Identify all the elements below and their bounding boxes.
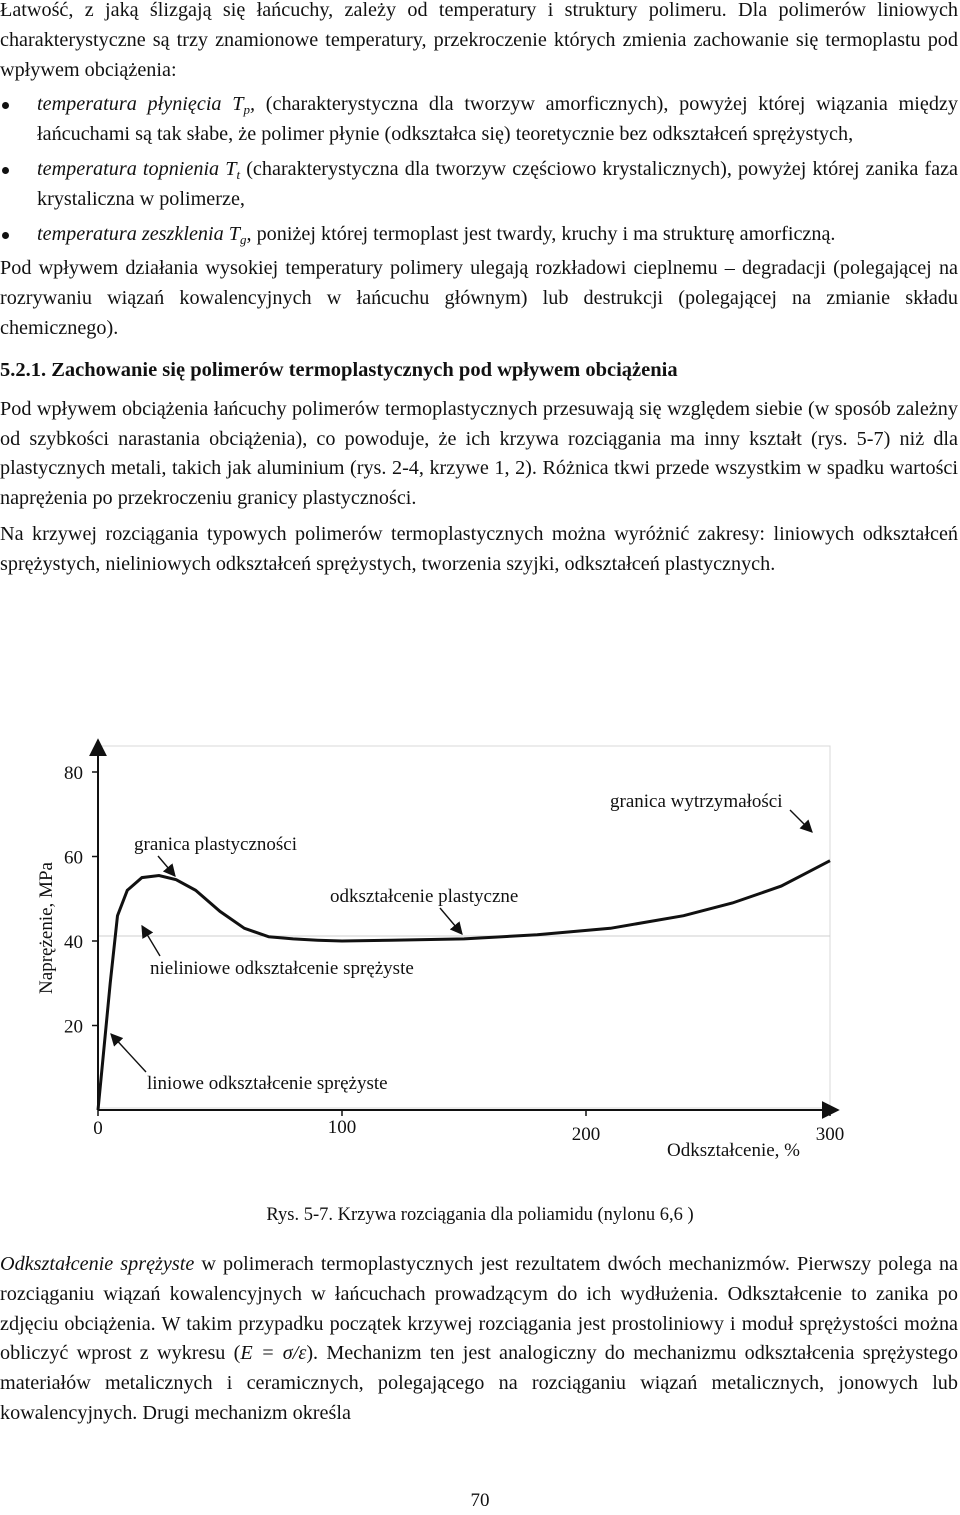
x-tick-label: 100 [327,1117,357,1138]
stress-strain-chart [0,738,960,1178]
y-tick-label: 20 [64,1016,83,1038]
section-paragraph-1: Pod wpływem obciążenia łańcuchy polimerów termoplastycznych przesuwają się względem siebie (w sposób zależny od szybkości narastania obciążenia), co powoduje, że ich krzywa rozciągania ma inny kształt (rys. 5-7) niż dla plastycznych metali, takich jak aluminium (rys. 2-4, krzywe 1, 2). Różnica tkwi przede wszystkim w spadku wartości naprężenia po przekroczeniu granicy plastyczności. [0,397,958,510]
annotation-label: granica plastyczności [134,834,298,855]
annotation-arrow [158,856,175,876]
bullet-icon [2,102,9,109]
y-tick-label: 60 [64,847,83,869]
term: temperatura topnienia T [37,157,237,180]
list-item-text: (charakterystyczna dla tworzyw częściowo krystalicznych), powyżej której zanika faza krystaliczna w polimerze, [37,157,958,210]
annotation-arrow [440,908,462,934]
annotation-label: granica wytrzymałości [610,791,783,812]
x-axis-label: Odkształcenie, % [667,1140,800,1161]
term: Odkształcenie sprężyste [0,1253,195,1275]
annotation-tensile-strength [610,791,812,832]
temperature-list [0,90,958,249]
annotation-nonlinear-elastic [142,926,414,979]
list-item-text: (charakterystyczna dla tworzyw amorficznych), powyżej której wiązania między łańcuchami są tak słabe, że polimer płynie (odkształca się) teoretycznie bez odkształceń sprężystych, [37,93,958,146]
x-tick-label: 200 [571,1124,601,1145]
subscript: p [243,102,250,118]
annotation-arrow [790,810,812,832]
x-tick-label: 0 [93,1118,103,1139]
term: temperatura płynięcia T [37,93,244,116]
text-block-bottom [0,1250,958,1429]
y-axis-label: Naprężenie, MPa [36,862,57,994]
annotation-arrow [142,926,160,956]
y-tick-label: 40 [64,932,83,953]
stress-strain-figure [0,738,960,1178]
text-block-top [0,0,958,580]
y-tick-label: 80 [64,763,83,784]
elastic-deformation-paragraph [0,1250,958,1429]
paragraph-text: w polimerach termoplastycznych jest rezultatem dwóch mechanizmów. Pierwszy polega na rozciąganiu wiązań kowalencyjnych w łańcuchach prowadzącym do ich wydłużenia. Odkształcenie to zanika po zdjęciu obciążenia. W takim przypadku początek krzywej rozciągania jest prostoliniowy i moduł sprężystości można obliczyć wprost z wykresu ( [0,1253,958,1365]
page-number: 70 [470,1490,490,1511]
subscript: g [239,231,247,247]
paragraph-text: ). Mechanizm ten jest analogiczny do mechanizmu odkształcenia sprężystego materiałów metalicznych i ceramicznych, polegającego na rozciąganiu wiązań metalicznych, jonowych lub kowalencyjnych. Drugi mechanizm określa [0,1342,958,1424]
list-item [0,90,958,150]
formula: E = σ/ε [240,1342,307,1365]
subscript: t [236,166,241,182]
bullet-icon [2,167,9,174]
section-paragraph-2: Na krzywej rozciągania typowych polimerów termoplastycznych można wyróżnić zakresy: liniowych odkształceń sprężystych, nieliniowych odkształceń sprężystych, tworzenia szyjki, odkształceń plastycznych. [0,522,958,575]
figure-caption: Rys. 5-7. Krzywa rozciągania dla poliamidu (nylonu 6,6 ) [266,1205,694,1225]
annotation-plastic-deformation [330,886,518,934]
list-item [0,155,958,215]
annotation-label: nieliniowe odkształcenie sprężyste [150,958,414,979]
annotation-linear-elastic [111,1034,388,1094]
x-tick-label: 300 [815,1124,845,1145]
annotation-yield-point [134,834,297,876]
annotation-arrow [111,1034,146,1072]
term: temperatura zeszklenia T [37,222,240,245]
list-item-text: , poniżej której termoplast jest twardy, kruchy i ma strukturę amorficzną. [246,222,836,245]
intro-paragraph: Łatwość, z jaką ślizgają się łańcuchy, zależy od temperatury i struktury polimeru. Dla polimerów liniowych charakterystyczne są trzy znamionowe temperatury, przekroczenie których zmienia zachowanie się termoplastu pod wpływem obciążenia: [0,0,958,81]
bullet-icon [2,232,9,239]
list-item [0,220,958,250]
term-suffix: , [249,93,256,116]
degradation-paragraph: Pod wpływem działania wysokiej temperatury polimery ulegają rozkładowi cieplnemu – degradacji (polegającej na rozrywaniu wiązań kowalencyjnych w łańcuchu głównym) lub destrukcji (polegającej na zmianie składu chemicznego). [0,257,958,339]
annotation-label: odkształcenie plastyczne [330,886,519,907]
annotation-label: liniowe odkształcenie sprężyste [147,1073,388,1094]
section-heading: 5.2.1. Zachowanie się polimerów termoplastycznych pod wpływem obciążenia [0,358,678,381]
